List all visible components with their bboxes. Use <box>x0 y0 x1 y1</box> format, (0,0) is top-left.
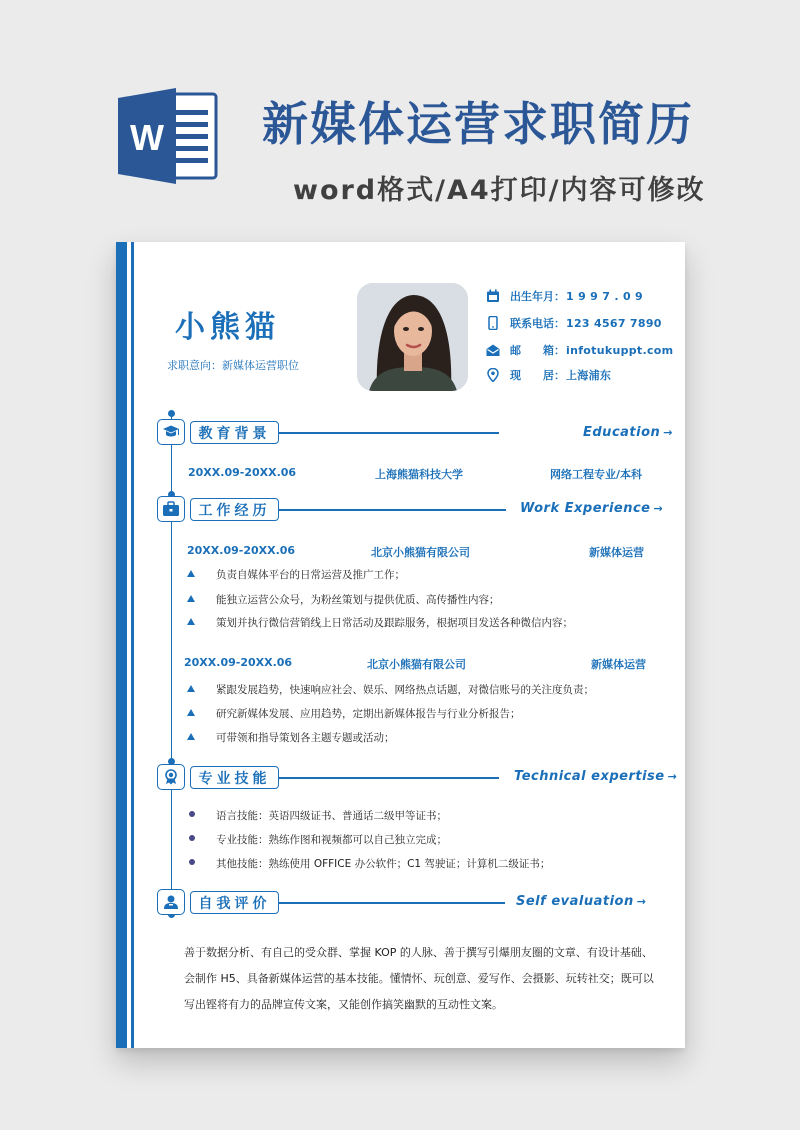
job-company: 北京小熊猫有限公司 <box>371 546 470 559</box>
arrow-icon: → <box>667 770 678 783</box>
education-icon <box>157 419 185 445</box>
triangle-bullet-icon <box>187 570 195 577</box>
candidate-name: 小熊猫 <box>175 310 280 345</box>
dot-bullet-icon <box>189 859 195 865</box>
section-title-self-evaluation: 自我评价 <box>190 891 279 914</box>
job-duty-text: 紧跟发展趋势，快速响应社会、娱乐、网络热点话题，对微信账号的关注度负责； <box>216 684 594 696</box>
profile-photo <box>357 283 468 391</box>
triangle-bullet-icon <box>187 618 195 625</box>
job-duty-text: 负责自媒体平台的日常运营及推广工作； <box>216 569 405 581</box>
job-duty <box>216 592 500 607</box>
info-birth <box>486 288 643 304</box>
self-evaluation-line: 写出铿将有力的品牌宣传文案，又能创作搞笑幽默的互动性文案。 <box>184 998 503 1011</box>
skill-text: 专业技能：熟练作图和视频都可以自己独立完成； <box>216 834 447 846</box>
info-value: 上海浦东 <box>566 369 612 382</box>
info-label: 现 居： <box>510 369 565 382</box>
section-subtitle-work <box>520 501 663 516</box>
section-rule <box>279 509 506 511</box>
left-accent-bar <box>116 242 127 1048</box>
info-email <box>486 342 673 358</box>
triangle-bullet-icon <box>187 733 195 740</box>
skill-item <box>216 856 550 871</box>
self-evaluation-icon <box>157 889 185 915</box>
skill-text: 语言技能：英语四级证书、普通话二级甲等证书； <box>216 810 447 822</box>
self-evaluation-line: 善于数据分析、有自己的受众群、掌握 KOP 的人脉、善于撰写引爆朋友圈的文章、有设计基础、 <box>184 946 653 959</box>
resume-page <box>116 242 685 1048</box>
triangle-bullet-icon <box>187 595 195 602</box>
job-period: 20XX.09-20XX.06 <box>184 656 293 669</box>
section-rule <box>279 777 499 779</box>
left-accent-line <box>131 242 134 1048</box>
education-period: 20XX.09-20XX.06 <box>188 466 297 479</box>
mail-icon <box>486 343 500 357</box>
job-duty <box>216 730 395 745</box>
section-rule <box>279 902 505 904</box>
section-subtitle-education <box>583 425 673 440</box>
banner-subtitle: word格式/A4打印/内容可修改 <box>293 175 706 206</box>
skill-item <box>216 808 447 823</box>
skill-item <box>216 832 447 847</box>
location-icon <box>486 368 500 382</box>
word-document-icon <box>114 82 222 190</box>
section-title-skills: 专业技能 <box>190 766 279 789</box>
timeline-line <box>171 414 172 912</box>
info-label: 出生年月： <box>510 290 565 303</box>
section-subtitle-text: Work Experience <box>520 501 651 516</box>
info-location <box>486 367 611 383</box>
job-duty <box>216 615 573 630</box>
job-duty <box>216 567 405 582</box>
skill-text: 其他技能：熟练使用 OFFICE 办公软件；C1 驾驶证；计算机二级证书； <box>216 858 551 870</box>
section-subtitle-text: Technical expertise <box>514 769 665 784</box>
section-title-work: 工作经历 <box>190 498 279 521</box>
info-value: 123 4567 7890 <box>566 316 662 330</box>
section-subtitle-text: Education <box>583 425 661 440</box>
section-title-education: 教育背景 <box>190 421 279 444</box>
banner-title: 新媒体运营求职简历 <box>262 97 694 151</box>
word-icon-letter: W <box>130 117 164 158</box>
skills-icon <box>157 764 185 790</box>
arrow-icon: → <box>663 426 673 439</box>
dot-bullet-icon <box>189 835 195 841</box>
job-duty <box>216 706 521 721</box>
job-position: 新媒体运营 <box>589 546 644 559</box>
phone-icon <box>486 316 500 330</box>
section-rule <box>279 432 499 434</box>
info-phone <box>486 315 662 331</box>
education-major: 网络工程专业/本科 <box>550 468 643 481</box>
job-duty <box>216 682 594 697</box>
job-duty-text: 可带领和指导策划各主题专题或活动； <box>216 732 395 744</box>
timeline-dot <box>168 410 175 417</box>
info-label: 联系电话： <box>510 317 565 330</box>
job-duty-text: 研究新媒体发展、应用趋势，定期出新媒体报告与行业分析报告； <box>216 708 521 720</box>
triangle-bullet-icon <box>187 685 195 692</box>
calendar-icon <box>486 289 500 303</box>
section-subtitle-text: Self evaluation <box>516 894 634 909</box>
job-duty-text: 策划并执行微信营销线上日常活动及跟踪服务，根据项目发送各种微信内容； <box>216 617 573 629</box>
work-icon <box>157 496 185 522</box>
job-company: 北京小熊猫有限公司 <box>367 658 466 671</box>
arrow-icon: → <box>653 502 664 515</box>
info-value: 1 9 9 7 . 0 9 <box>566 289 643 303</box>
dot-bullet-icon <box>189 811 195 817</box>
info-label: 邮 箱： <box>510 344 565 357</box>
job-intent: 求职意向：新媒体运营职位 <box>167 359 299 372</box>
job-period: 20XX.09-20XX.06 <box>187 544 296 557</box>
job-duty-text: 能独立运营公众号，为粉丝策划与提供优质、高传播性内容； <box>216 594 500 606</box>
triangle-bullet-icon <box>187 709 195 716</box>
self-evaluation-text <box>184 940 654 1018</box>
arrow-icon: → <box>636 895 647 908</box>
education-school: 上海熊猫科技大学 <box>375 468 463 481</box>
self-evaluation-line: 会制作 H5、具备新媒体运营的基本技能。懂情怀、玩创意、爱写作、会摄影、玩转社交；既可以 <box>184 972 654 985</box>
section-subtitle-skills <box>514 769 677 784</box>
job-position: 新媒体运营 <box>591 658 646 671</box>
info-value: infotukuppt.com <box>566 343 674 357</box>
section-subtitle-self-evaluation <box>516 894 646 909</box>
